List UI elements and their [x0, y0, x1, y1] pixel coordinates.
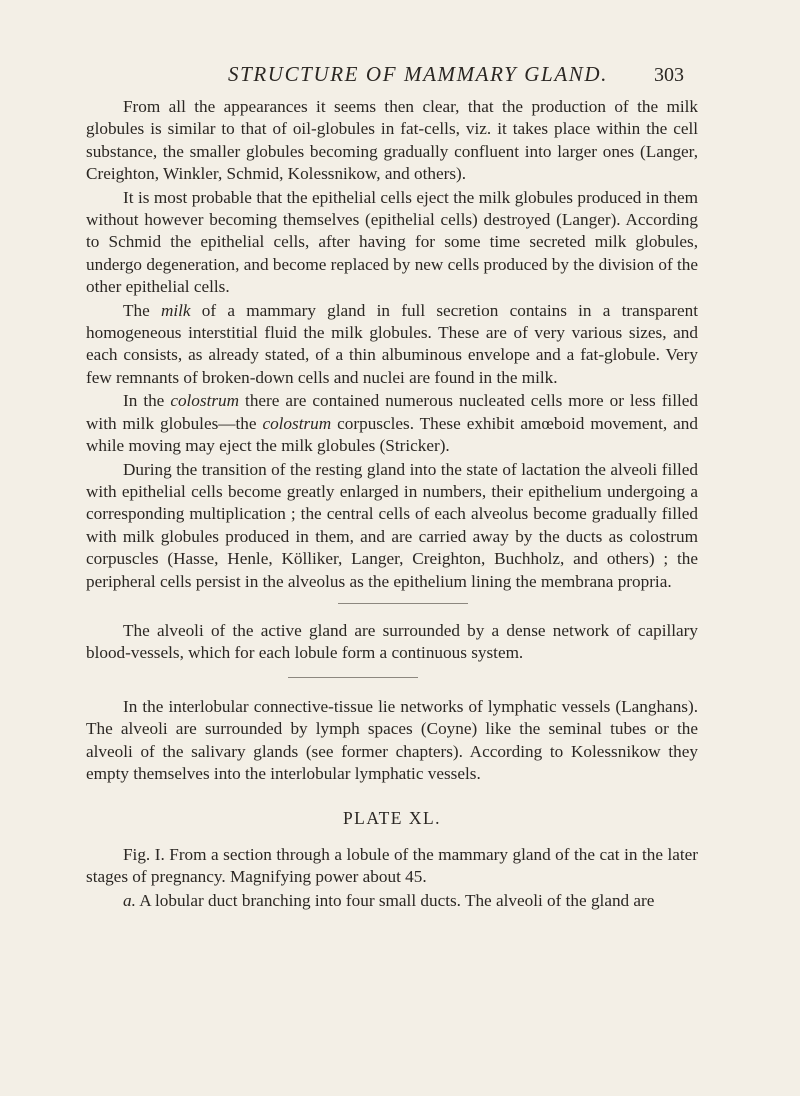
paragraph-middle: there are contained numerous nucleated cells more or less filled with milk globules—the: [86, 391, 698, 433]
italic-term: colostrum: [170, 391, 240, 411]
paragraph: In the interlobular connective-tissue lie networks of lymphatic vessels (Langhans). The alveoli are surrounded by lymph spaces (Coyne) like the seminal tubes or the alveoli of the salivary glands (see former chapters). According to Kolessnikow they empty themselves into the interlobular lymphatic vessels.: [86, 696, 698, 783]
figure-caption: Fig. I. From a section through a lobule of the mammary gland of the cat in the later stages of pregnancy. Magnifying power about 45.: [86, 844, 698, 887]
paragraph-lead: The: [123, 300, 161, 320]
page-number: 303: [654, 64, 684, 86]
paragraph-colostrum: [86, 390, 698, 457]
item-label: a.: [123, 890, 136, 910]
paragraph-milk: [86, 300, 698, 390]
paragraph: During the transition of the resting gland into the state of lactation the alveoli filled with epithelial cells become greatly enlarged in numbers, their epithelium undergoing a corresponding multiplication ; the central cells of each alveolus become gradually filled with milk globules produced in them, and are carried away by the ducts as colostrum corpuscles (Hasse, Henle, Kölliker, Langer, Creighton, Buchholz, and others) ; the peripheral cells persist in the alveolus as the epithelium lining the membrana propria.: [86, 459, 698, 591]
page-header: [0, 62, 800, 92]
italic-term: milk: [160, 300, 191, 320]
paragraph-rest: corpuscles. These exhibit amœboid movement, and while moving may eject the milk globules (Stricker).: [86, 413, 698, 456]
paragraph: The alveoli of the active gland are surrounded by a dense network of capillary blood-vessels, which for each lobule form a continuous system.: [86, 620, 698, 663]
figure-item: [86, 890, 698, 912]
paragraph-lead: In the: [123, 391, 171, 411]
plate-title: PLATE XL.: [342, 808, 442, 829]
item-text: A lobular duct branching into four small ducts. The alveoli of the gland are: [135, 890, 655, 910]
paragraph-rest: of a mammary gland in full secretion contains in a transparent homogeneous interstitial fluid the milk globules. These are of very various sizes, and each consists, as already stated, of a thin albuminous envelope and a fat-globule. Very few remnants of broken-down cells and nuclei are found in the milk.: [86, 300, 698, 387]
body-text: [86, 96, 698, 913]
italic-term: colostrum: [262, 413, 332, 433]
running-title: STRUCTURE OF MAMMARY GLAND.: [228, 62, 608, 86]
paragraph: It is most probable that the epithelial cells eject the milk globules produced in them without however becoming themselves (epithelial cells) destroyed (Langer). According to Schmid the epithelial cells, after having for some time secreted milk globules, undergo degeneration, and become replaced by new cells produced by the division of the other epithelial cells.: [86, 187, 698, 297]
section-divider: [338, 603, 468, 604]
section-divider: [288, 677, 418, 678]
paragraph: From all the appearances it seems then clear, that the production of the milk globules is similar to that of oil-globules in fat-cells, viz. it takes place within the cell substance, the smaller globules becoming gradually confluent into larger ones (Langer, Creighton, Winkler, Schmid, Kolessnikow, and others).: [86, 97, 698, 184]
